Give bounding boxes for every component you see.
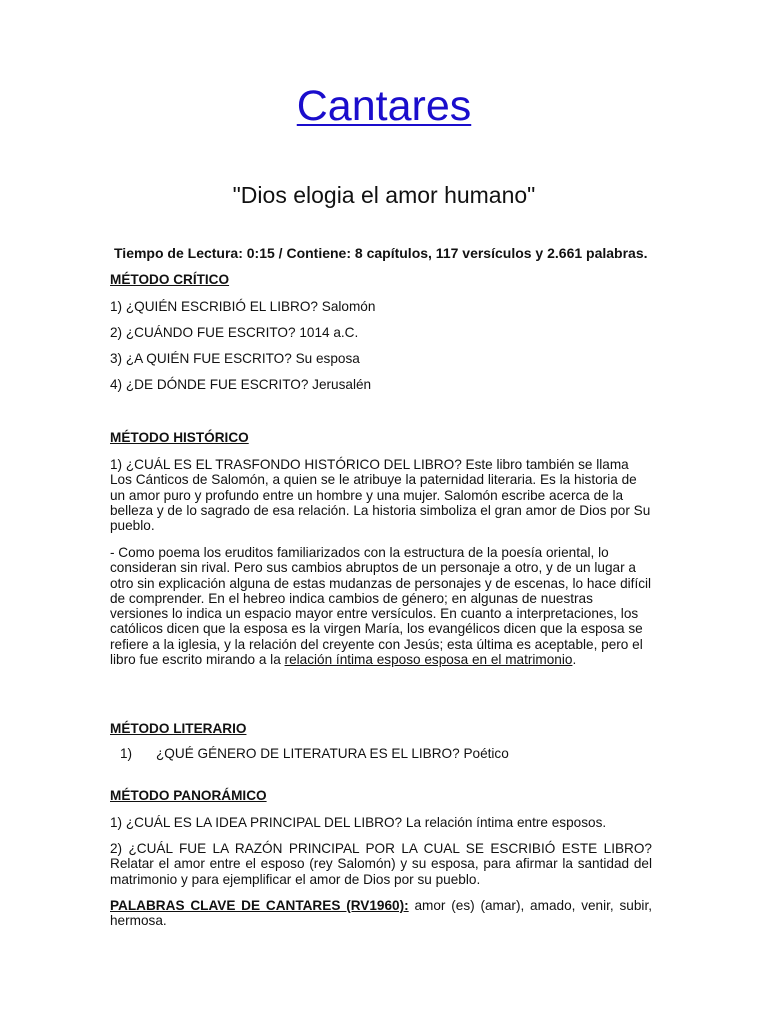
heading-metodo-historico: MÉTODO HISTÓRICO — [110, 430, 249, 445]
historico-paragraph-2-text: - Como poema los eruditos familiarizados con la estructura de la poesía oriental, lo consideran sin rival. Pero sus cambios abruptos de un personaje a otro, y de un lugar a otro sin explicación alguna de estas mudanzas de personajes y de escenas, lo hace difícil de comprender. En el hebreo indica cambios de género; en algunas de nuestras versiones lo indica un espacio mayor entre versículos. En cuanto a interpretaciones, los católicos dicen que la esposa es la virgen María, los evangélicos dicen que la esposa se refiere a la iglesia, y la relación del creyente con Jesús; esta última es aceptable, pero el libro fue escrito mirando a la — [110, 545, 652, 668]
heading-metodo-critico: MÉTODO CRÍTICO — [110, 272, 230, 287]
page-title-link[interactable]: Cantares — [296, 82, 472, 130]
list-item: 3) ¿A QUIÉN FUE ESCRITO? Su esposa — [110, 351, 360, 366]
list-number: 1) — [120, 746, 133, 761]
reading-info: Tiempo de Lectura: 0:15 / Contiene: 8 capítulos, 117 versículos y 2.661 palabras. — [114, 245, 648, 261]
list-item: 4) ¿DE DÓNDE FUE ESCRITO? Jerusalén — [110, 377, 372, 392]
list-item: 2) ¿CUÁNDO FUE ESCRITO? 1014 a.C. — [110, 325, 359, 340]
heading-metodo-literario: MÉTODO LITERARIO — [110, 721, 247, 736]
panoramico-paragraph: 2) ¿CUÁL FUE LA RAZÓN PRINCIPAL POR LA CUAL SE ESCRIBIÓ ESTE LIBRO? Relatar el amor entre el esposo (rey Salomón) y su esposa, para afirmar la santidad del matrimonio y para ejemplificar el amor de Dios por su pueblo. — [110, 841, 652, 887]
list-item-text: ¿QUÉ GÉNERO DE LITERATURA ES EL LIBRO? Poético — [156, 746, 509, 761]
historico-paragraph-1: 1) ¿CUÁL ES EL TRASFONDO HISTÓRICO DEL LIBRO? Este libro también se llama Los Cánticos de Salomón, a quien se le atribuye la paternidad literaria. Es la historia de un amor puro y profundo entre un hombre y una mujer. Salomón escribe acerca de la belleza y de lo sagrado de esa relación. La historia simboliza el gran amor de Dios por Su pueblo. — [110, 457, 651, 534]
relacion-intima-link[interactable]: relación íntima esposo esposa en el matrimonio — [284, 652, 573, 668]
page-subtitle: "Dios elogia el amor humano" — [232, 182, 536, 208]
list-item: 1) ¿CUÁL ES LA IDEA PRINCIPAL DEL LIBRO? La relación íntima entre esposos. — [110, 815, 607, 830]
historico-paragraph-2-end: . — [572, 652, 577, 668]
historico-paragraph-2 — [110, 545, 652, 667]
list-item: 1) ¿QUIÉN ESCRIBIÓ EL LIBRO? Salomón — [110, 299, 376, 314]
keywords-list: amor (es) (amar), amado, venir, subir, hermosa. — [110, 898, 652, 929]
heading-metodo-panoramico: MÉTODO PANORÁMICO — [110, 788, 267, 803]
list-item — [110, 746, 630, 761]
keywords-paragraph — [110, 898, 652, 929]
keywords-label: PALABRAS CLAVE DE CANTARES (RV1960): — [110, 898, 409, 913]
